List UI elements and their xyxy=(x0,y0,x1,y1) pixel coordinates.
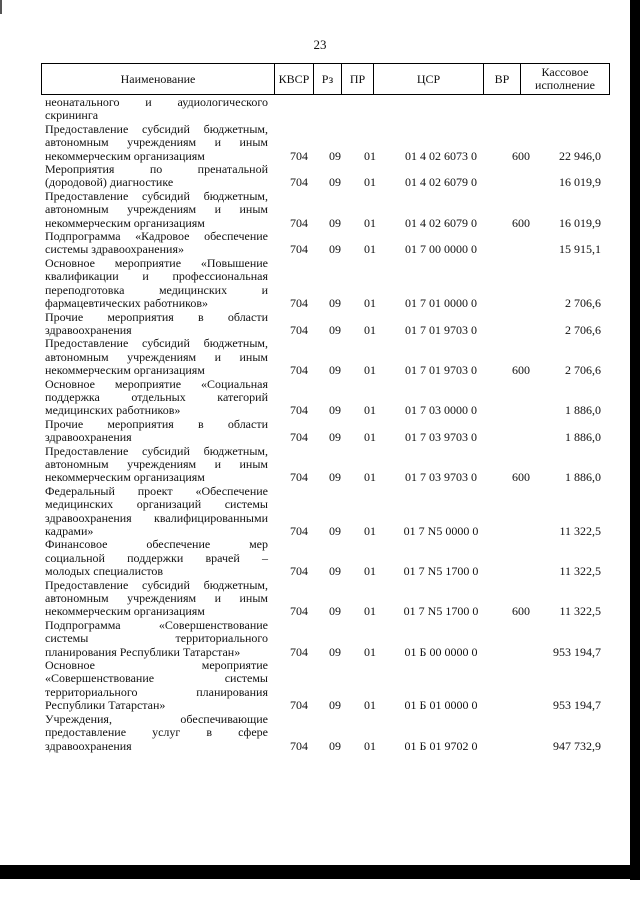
row-name-line: планирования Республики Татарстан» xyxy=(45,644,241,659)
row-kvsr: 704 xyxy=(290,148,308,163)
row-name-line: скрининга xyxy=(45,108,99,123)
row-name xyxy=(41,485,268,539)
row-rz: 09 xyxy=(329,322,341,337)
row-name-line: медицинских организаций системы xyxy=(45,497,268,512)
row-name-line: Федеральный проект «Обеспечение xyxy=(45,483,268,498)
header-pr: ПР xyxy=(342,64,374,94)
row-rz: 09 xyxy=(329,698,341,713)
row-rz: 09 xyxy=(329,470,341,485)
row-pr: 01 xyxy=(364,470,376,485)
row-name-line: поддержка отдельных категорий xyxy=(45,389,268,404)
row-rz: 09 xyxy=(329,403,341,418)
row-name-line: Предоставление субсидий бюджетным, xyxy=(45,188,268,203)
row-name xyxy=(41,378,268,418)
row-name-line: здравоохранения xyxy=(45,430,132,445)
row-vr: 600 xyxy=(512,604,530,619)
row-name-line: (дородовой) диагностике xyxy=(45,175,174,190)
row-csr: 01 Б 01 0000 0 xyxy=(404,698,478,713)
row-kvsr: 704 xyxy=(290,363,308,378)
row-rz: 09 xyxy=(329,363,341,378)
row-name-line: Прочие мероприятия в области xyxy=(45,309,268,324)
table-row xyxy=(41,445,610,485)
table-row xyxy=(41,163,610,190)
row-name-line: здравоохранения xyxy=(45,322,132,337)
row-name-line: Прочие мероприятия в области xyxy=(45,416,268,431)
row-csr: 01 7 01 9703 0 xyxy=(405,322,477,337)
row-name-line: социальной поддержки врачей – xyxy=(45,550,268,565)
table-row xyxy=(41,311,610,338)
row-name-line: переподготовка медицинских и xyxy=(45,282,268,297)
row-name-line: фармацевтических работников» xyxy=(45,296,209,311)
table-row xyxy=(41,230,610,257)
table-body xyxy=(41,96,610,753)
row-csr: 01 7 03 9703 0 xyxy=(405,430,477,445)
table-row xyxy=(41,418,610,445)
row-name xyxy=(41,418,268,445)
row-sum: 1 886,0 xyxy=(565,403,601,418)
row-sum: 1 886,0 xyxy=(565,430,601,445)
row-name-line: Предоставление субсидий бюджетным, xyxy=(45,336,268,351)
row-name-line: «Совершенствование системы xyxy=(45,671,268,686)
row-name-line: Подпрограмма «Совершенствование xyxy=(45,617,268,632)
row-rz: 09 xyxy=(329,524,341,538)
row-name-line: предоставление услуг в сфере xyxy=(45,725,268,740)
table-row xyxy=(41,485,610,539)
row-kvsr: 704 xyxy=(290,215,308,230)
row-pr: 01 xyxy=(364,524,376,538)
row-sum: 1 886,0 xyxy=(565,470,601,485)
row-csr: 01 7 03 9703 0 xyxy=(405,470,477,485)
row-name xyxy=(41,337,268,377)
row-name-line: Основное мероприятие «Повышение xyxy=(45,255,268,270)
row-kvsr: 704 xyxy=(290,698,308,713)
header-name: Наименование xyxy=(42,64,275,94)
row-csr: 01 4 02 6073 0 xyxy=(405,148,477,163)
row-rz: 09 xyxy=(329,175,341,190)
row-pr: 01 xyxy=(364,564,376,579)
row-csr: 01 7 00 0000 0 xyxy=(405,242,477,257)
row-name-line: автономным учреждениям и иным xyxy=(45,202,268,217)
row-sum: 953 194,7 xyxy=(553,698,601,713)
scan-border-right xyxy=(630,0,640,880)
row-name-line: некоммерческим организациям xyxy=(45,215,205,230)
row-kvsr: 704 xyxy=(290,604,308,619)
row-name-line: Учреждения, обеспечивающие xyxy=(45,711,268,726)
row-rz: 09 xyxy=(329,604,341,619)
row-pr: 01 xyxy=(364,175,376,190)
row-csr: 01 4 02 6079 0 xyxy=(405,215,477,230)
table-row xyxy=(41,713,610,753)
row-kvsr: 704 xyxy=(290,564,308,579)
table-row xyxy=(41,257,610,311)
row-name-line: автономным учреждениям и иным xyxy=(45,591,268,606)
row-vr: 600 xyxy=(512,470,530,485)
row-pr: 01 xyxy=(364,738,376,753)
row-kvsr: 704 xyxy=(290,403,308,418)
row-kvsr: 704 xyxy=(290,738,308,753)
row-name-line: Мероприятия по пренатальной xyxy=(45,162,268,177)
row-name-line: автономным учреждениям и иным xyxy=(45,456,268,471)
row-vr: 600 xyxy=(512,215,530,230)
row-name xyxy=(41,190,268,230)
row-rz: 09 xyxy=(329,296,341,311)
row-csr: 01 4 02 6079 0 xyxy=(405,175,477,190)
row-name xyxy=(41,538,268,578)
row-name xyxy=(41,659,268,713)
row-sum: 11 322,5 xyxy=(559,604,601,619)
row-csr: 01 Б 00 0000 0 xyxy=(404,644,478,659)
row-csr: 01 7 01 9703 0 xyxy=(405,363,477,378)
row-rz: 09 xyxy=(329,215,341,230)
table-row xyxy=(41,659,610,713)
row-pr: 01 xyxy=(364,215,376,230)
row-sum: 947 732,9 xyxy=(553,738,601,753)
row-rz: 09 xyxy=(329,148,341,163)
row-sum: 2 706,6 xyxy=(565,322,601,337)
row-name xyxy=(41,445,268,485)
table-row xyxy=(41,96,610,123)
row-name-line: неонатального и аудиологического xyxy=(45,95,268,109)
row-pr: 01 xyxy=(364,363,376,378)
row-kvsr: 704 xyxy=(290,644,308,659)
row-csr: 01 7 N5 0000 0 xyxy=(403,524,479,538)
row-pr: 01 xyxy=(364,644,376,659)
row-sum: 2 706,6 xyxy=(565,296,601,311)
row-name-line: молодых специалистов xyxy=(45,564,164,579)
row-name-line: некоммерческим организациям xyxy=(45,363,205,378)
row-rz: 09 xyxy=(329,430,341,445)
scan-edge-mark xyxy=(0,0,2,14)
row-name-line: здравоохранения квалифицированными xyxy=(45,510,268,525)
row-pr: 01 xyxy=(364,322,376,337)
row-pr: 01 xyxy=(364,148,376,163)
row-rz: 09 xyxy=(329,564,341,579)
row-csr: 01 7 N5 1700 0 xyxy=(403,604,479,619)
row-rz: 09 xyxy=(329,242,341,257)
row-name-line: системы территориального xyxy=(45,631,268,646)
row-name-line: Подпрограмма «Кадровое обеспечение xyxy=(45,229,268,244)
row-sum: 22 946,0 xyxy=(559,148,601,163)
row-name-line: здравоохранения xyxy=(45,738,132,753)
table-row xyxy=(41,337,610,377)
table-row xyxy=(41,123,610,163)
row-name-line: Основное мероприятие «Социальная xyxy=(45,376,268,391)
table-row xyxy=(41,538,610,578)
table-row xyxy=(41,579,610,619)
row-csr: 01 7 01 0000 0 xyxy=(405,296,477,311)
row-sum: 15 915,1 xyxy=(559,242,601,257)
header-vr: ВР xyxy=(484,64,521,94)
row-name-line: Основное мероприятие xyxy=(45,658,268,673)
row-kvsr: 704 xyxy=(290,524,308,538)
row-name xyxy=(41,96,268,123)
row-name-line: Предоставление субсидий бюджетным, xyxy=(45,443,268,458)
row-name xyxy=(41,579,268,619)
row-kvsr: 704 xyxy=(290,296,308,311)
row-pr: 01 xyxy=(364,430,376,445)
row-name-line: медицинских работников» xyxy=(45,403,181,418)
row-csr: 01 7 N5 1700 0 xyxy=(403,564,479,579)
row-name xyxy=(41,619,268,659)
row-sum: 2 706,6 xyxy=(565,363,601,378)
row-sum: 11 322,5 xyxy=(559,564,601,579)
row-name-line: квалификации и профессиональная xyxy=(45,269,268,284)
row-name-line: некоммерческим организациям xyxy=(45,470,205,485)
row-sum: 953 194,7 xyxy=(553,644,601,659)
row-name-line: автономным учреждениям и иным xyxy=(45,135,268,150)
table-row xyxy=(41,619,610,659)
header-rz: Рз xyxy=(314,64,342,94)
row-name-line: Финансовое обеспечение мер xyxy=(45,537,268,552)
row-sum: 16 019,9 xyxy=(559,175,601,190)
row-name-line: некоммерческим организациям xyxy=(45,148,205,163)
header-csr: ЦСР xyxy=(374,64,484,94)
header-kvsr: КВСР xyxy=(275,64,314,94)
row-vr: 600 xyxy=(512,148,530,163)
row-rz: 09 xyxy=(329,644,341,659)
row-pr: 01 xyxy=(364,698,376,713)
table-row xyxy=(41,378,610,418)
row-name-line: некоммерческим организациям xyxy=(45,604,205,619)
row-name-line: Предоставление субсидий бюджетным, xyxy=(45,121,268,136)
table-header xyxy=(41,63,610,95)
row-name-line: Предоставление субсидий бюджетным, xyxy=(45,577,268,592)
row-name-line: территориального планирования xyxy=(45,684,268,699)
row-kvsr: 704 xyxy=(290,175,308,190)
row-kvsr: 704 xyxy=(290,242,308,257)
row-name-line: автономным учреждениям и иным xyxy=(45,349,268,364)
row-rz: 09 xyxy=(329,738,341,753)
row-name xyxy=(41,257,268,311)
row-sum: 11 322,5 xyxy=(559,524,601,538)
row-name xyxy=(41,123,268,163)
row-name xyxy=(41,311,268,338)
page-number: 23 xyxy=(313,37,327,52)
row-csr: 01 Б 01 9702 0 xyxy=(404,738,478,753)
row-name xyxy=(41,163,268,190)
row-pr: 01 xyxy=(364,604,376,619)
row-name xyxy=(41,713,268,753)
row-vr: 600 xyxy=(512,363,530,378)
row-kvsr: 704 xyxy=(290,470,308,485)
row-name-line: кадрами» xyxy=(45,524,94,538)
header-sum: Кассовое исполнение xyxy=(535,65,595,92)
table-row xyxy=(41,190,610,230)
row-name-line: Республики Татарстан» xyxy=(45,698,166,713)
row-pr: 01 xyxy=(364,296,376,311)
row-name xyxy=(41,230,268,257)
row-kvsr: 704 xyxy=(290,322,308,337)
row-pr: 01 xyxy=(364,403,376,418)
row-pr: 01 xyxy=(364,242,376,257)
row-name-line: системы здравоохранения» xyxy=(45,242,184,257)
row-sum: 16 019,9 xyxy=(559,215,601,230)
row-csr: 01 7 03 0000 0 xyxy=(405,403,477,418)
scan-border-bottom xyxy=(0,865,640,879)
row-kvsr: 704 xyxy=(290,430,308,445)
